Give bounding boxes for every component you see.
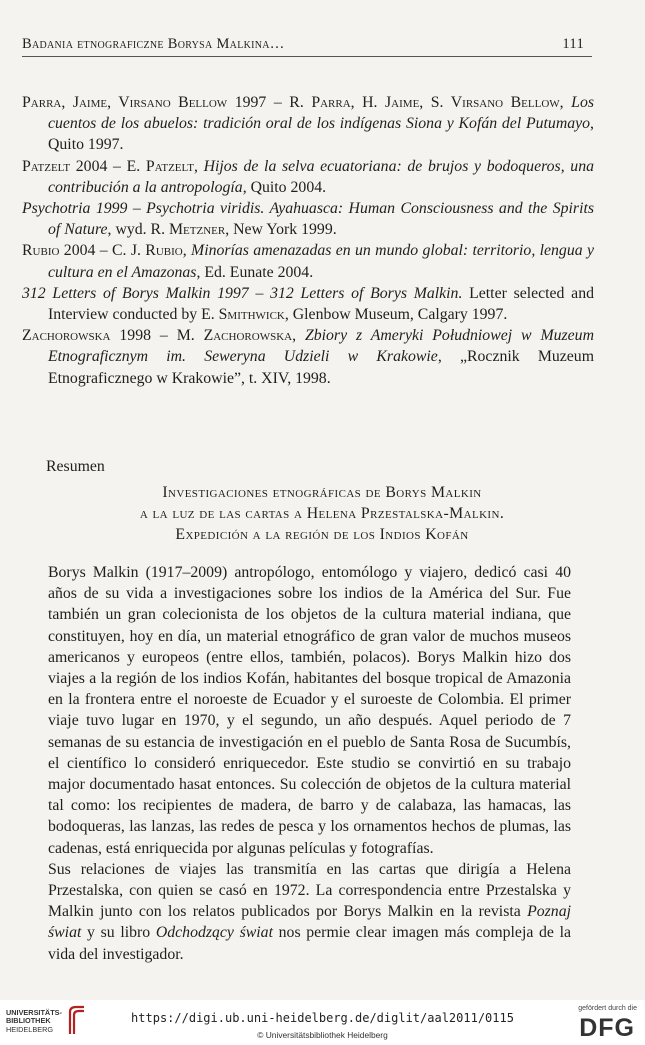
header-rule — [22, 56, 592, 57]
ref-title: 312 Letters of Borys Malkin 1997 – 312 Letters of Borys Malkin. — [22, 284, 463, 302]
ref-author: Parra, H. Jaime, S. Virsano Bellow — [311, 94, 560, 111]
heading-line: Expedición a la región de los Indios Kofán — [175, 526, 469, 543]
ref-author: Metzner — [168, 221, 226, 239]
reference-entry: Parra, Jaime, Virsano Bellow 1997 – R. Parra, H. Jaime, S. Virsano Bellow, Los cuentos de los abuelos: tradición oral de los indígenas Siona y Kofán del Putumayo, Quito 1997. — [22, 94, 594, 154]
ref-title: Hijos de la selva ecuatoriana: de brujos y bodoqueros, una contribución a la antropología — [48, 157, 595, 196]
funder-note: gefördert durch die — [578, 1005, 637, 1012]
reference-entry: Patzelt 2004 – E. Patzelt, Hijos de la selva ecuatoriana: de brujos y bodoqueros, una contribución a la antropología, Quito 2004. — [22, 157, 595, 196]
running-header — [22, 36, 592, 53]
reference-entry: 312 Letters of Borys Malkin 1997 – 312 Letters of Borys Malkin. Letter selected and Interview conducted by E. Smithwick, Glenbow Museum, Calgary 1997. — [22, 284, 594, 324]
summary-heading — [22, 482, 622, 545]
magazine-title: Poznaj świat — [48, 903, 571, 942]
reference-entry: Rubio 2004 – C. J. Rubio, Minorías amenazadas en un mundo global: territorio, lengua y cultura en el Amazonas, Ed. Eunate 2004. — [22, 242, 594, 281]
heading-line: a la luz de las cartas a Helena Przestalska-Malkin. — [139, 505, 505, 522]
page-number: 111 — [562, 36, 584, 52]
summary-paragraph: Sus relaciones de viajes las transmitía en las cartas que dirigía a Helena Przestalska, con quien se casó en 1972. La correspondencia entre Przestalska y Malkin junto con los relatos publicados por Borys Malkin en la revista Poznaj świat y su libro Odchodzący świat nos permie clear imagen más compleja de la vida del investigador. — [48, 860, 572, 963]
ref-author: Patzelt — [145, 157, 194, 175]
ref-title: Zbiory z Ameryki Południowej w Muzeum Etnograficznym im. Seweryna Udzieli w Krakowie — [48, 327, 594, 366]
ref-author: Zachorowska — [22, 327, 111, 345]
viewer-footer — [0, 1000, 645, 1045]
ref-title: Los cuentos de los abuelos: tradición oral de los indígenas Siona y Kofán del Putumayo — [48, 94, 594, 133]
copyright-notice: © Universitätsbibliothek Heidelberg — [257, 1030, 388, 1040]
summary-paragraph: Borys Malkin (1917–2009) antropólogo, entomólogo y viajero, dedicó casi 40 años de su vida a investigaciones sobre los indios de la América del Sur. Fue también un gran colecionista de los objetos de la cultura material indiana, que constituyen, hoy en día, un material etnográfico de gran valor de muchos museos americanos y europeos (entre ellos, también, polacos). Borys Malkin hizo dos viajes a la región de los indios Kofán, habitantes del bosque tropical de Amazonia en la frontera entre el noroeste de Ecuador y el suroeste de Colombia. El primer viaje tuvo lugar en 1970, y el segundo, un año después. Aquel periodo de 7 semanas de su estancia de investigación en el pueblo de Santa Rosa de Sucumbís, el científico lo consideró enriquecedor. Este studio se convirtió en su trabajo major documentado hasat entonces. Su colección de objetos de la cultura material tal como: los recipientes de madera, de barro y de calabaza, las hamacas, las bodoqueras, las lanzas, las redes de pesca y los ornamentos hechos de plumas, las cadenas, está enriquecida por algunas películas y fotografías. — [48, 564, 571, 857]
running-title: Badania etnograficzne Borysa Malkina… — [22, 36, 285, 52]
reference-entry: Zachorowska 1998 – M. Zachorowska, Zbiory z Ameryki Południowej w Muzeum Etnograficznym im. Seweryna Udzieli w Krakowie, „Rocznik Muzeum Etnograficznego w Krakowie”, t. XIV, 1998. — [22, 327, 594, 387]
ref-title: Minorías amenazadas en un mundo global: territorio, lengua y cultura en el Amazonas — [48, 242, 594, 281]
summary-body — [48, 562, 571, 965]
reference-entry: Psychotria 1999 – Psychotria viridis. Ayahuasca: Human Consciousness and the Spirits of Nature, wyd. R. Metzner, New York 1999. — [22, 200, 594, 239]
ref-author: Zachorowska — [203, 327, 293, 345]
ref-author: Rubio — [22, 242, 60, 260]
ref-author: Patzelt — [22, 157, 71, 175]
ref-title: Psychotria 1999 – Psychotria viridis. Ayahuasca: Human Consciousness and the Spirits of Nature — [22, 200, 594, 239]
dfg-logo[interactable]: DFG — [579, 1014, 635, 1042]
bibliography — [22, 92, 594, 389]
ref-author: Rubio — [145, 242, 183, 260]
resumen-label: Resumen — [46, 458, 105, 475]
heading-line: Investigaciones etnográficas de Borys Malkin — [162, 484, 482, 501]
ref-author: Parra, Jaime, Virsano Bellow — [22, 94, 228, 111]
library-logo[interactable]: UNIVERSITÄTS- BIBLIOTHEK HEIDELBERG — [6, 1008, 62, 1034]
ref-author: Smithwick — [218, 306, 285, 324]
book-title: Odchodzący świat — [155, 924, 273, 942]
permalink-url[interactable]: https://digi.ub.uni-heidelberg.de/diglit/aal2011/0115 — [131, 1011, 514, 1025]
